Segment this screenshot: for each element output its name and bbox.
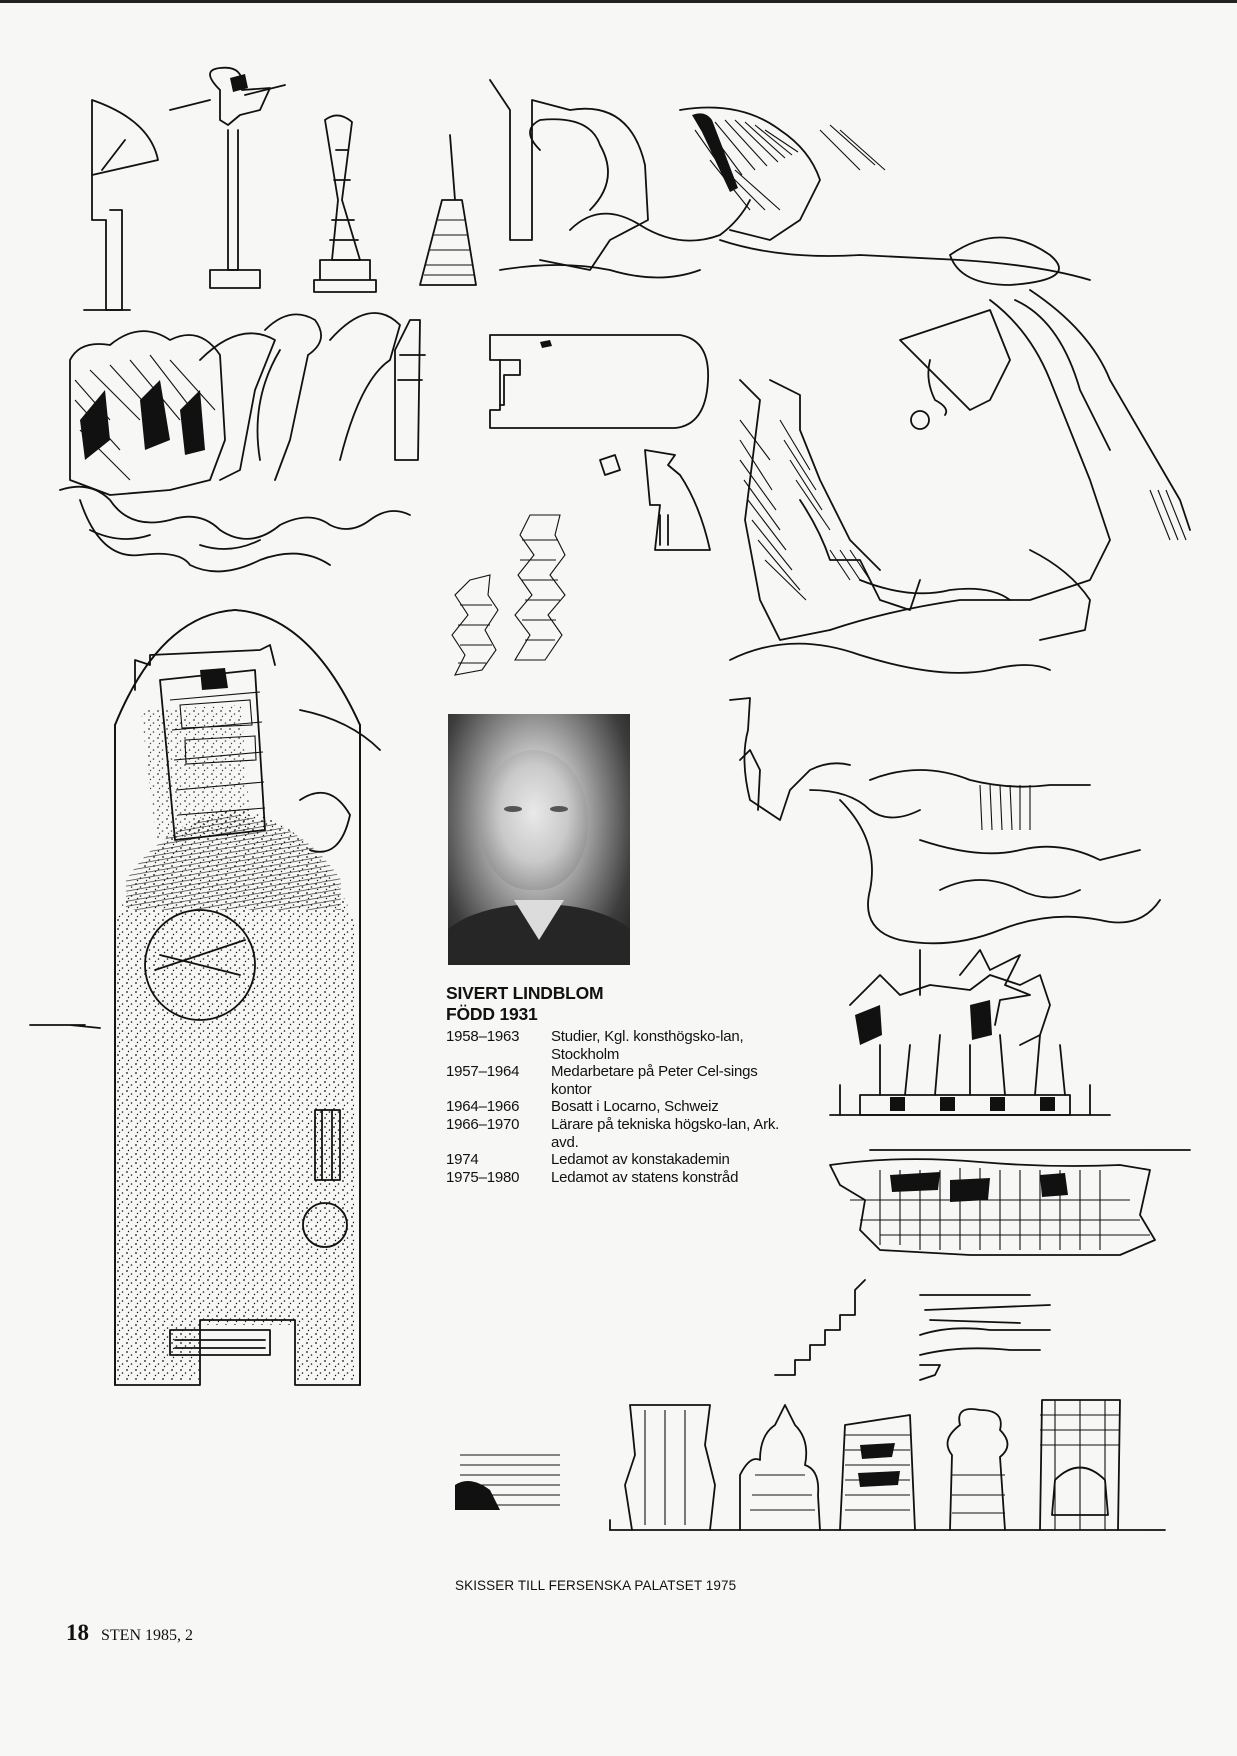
sketch-small-figure [640, 445, 720, 555]
sketch-fountain-figures [50, 300, 470, 585]
career-list [446, 1028, 796, 1186]
sketch-zigzag-columns [430, 445, 620, 685]
sketch-tower-skyline [440, 1385, 1170, 1550]
career-row: 1975–1980 Ledamot av statens konstråd [446, 1168, 739, 1186]
sketch-flowing-forms [720, 690, 1190, 960]
career-row: 1964–1966 Bosatt i Locarno, Schweiz [446, 1098, 719, 1116]
birth-year: FÖDD 1931 [446, 1004, 538, 1024]
page-number: 18 [66, 1620, 89, 1645]
figure-caption: SKISSER TILL FERSENSKA PALATSET 1975 [455, 1578, 737, 1593]
publication-label: STEN 1985, 2 [101, 1627, 193, 1644]
sketch-rock-landscape [480, 70, 1210, 330]
sketch-abstract-cliffs [710, 300, 1210, 700]
sketch-stair-forms [770, 1275, 1070, 1390]
career-row: 1966–1970 Lärare på tekniska högsko-lan, Ark. avd. [446, 1115, 780, 1151]
artist-name: SIVERT LINDBLOM [446, 983, 604, 1003]
page-footer [66, 1620, 193, 1646]
career-row: 1974 Ledamot av konstakademin [446, 1151, 730, 1169]
biography [446, 983, 806, 1186]
portrait-photo [448, 714, 630, 965]
sketch-pedestal-monuments [70, 60, 490, 325]
sketch-oval-plan [480, 330, 715, 435]
career-row: 1958–1963 Studier, Kgl. konsthögsko-lan, Stockholm [446, 1028, 744, 1063]
top-edge-line [0, 0, 1237, 3]
sketch-layered-section [820, 1140, 1190, 1270]
sketch-sculpture-group [820, 945, 1120, 1125]
plan-stipple-texture [116, 720, 354, 1380]
career-row: 1957–1964 Medarbetare på Peter Cel-sings kontor [446, 1063, 758, 1098]
